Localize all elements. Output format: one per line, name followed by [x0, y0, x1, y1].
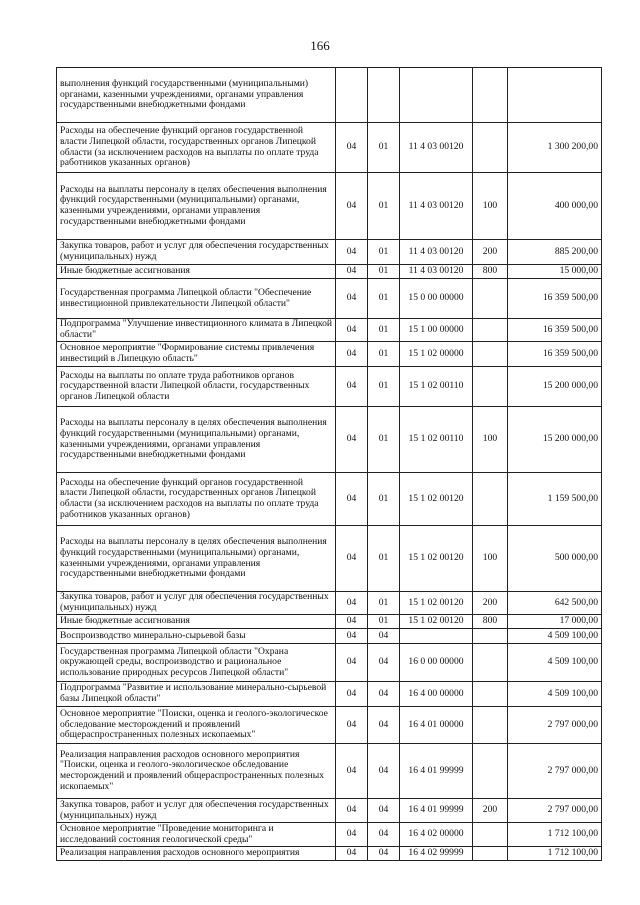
amount-cell: 1 159 500,00	[508, 473, 602, 526]
amount-cell: 15 000,00	[508, 265, 602, 279]
target-article-cell: 16 4 00 00000	[400, 682, 473, 707]
subsection-code-cell: 01	[368, 615, 400, 629]
table-row	[57, 173, 602, 240]
target-article-cell: 11 4 03 00120	[400, 173, 473, 240]
expense-type-cell	[473, 847, 508, 861]
expense-type-cell	[473, 473, 508, 526]
expense-type-cell	[473, 682, 508, 707]
section-code-cell: 04	[336, 367, 368, 407]
item-name-cell: Расходы на выплаты персоналу в целях обеспечения выполнения функций государственными (муниципальными) органами, казенными учреждениями, органами управления государственными внебюджетными фондами	[57, 173, 336, 240]
amount-cell: 16 359 500,00	[508, 319, 602, 342]
amount-cell: 1 712 100,00	[508, 847, 602, 861]
section-code-cell: 04	[336, 342, 368, 367]
expense-type-cell	[473, 644, 508, 682]
amount-cell	[508, 68, 602, 123]
section-code-cell: 04	[336, 319, 368, 342]
subsection-code-cell: 01	[368, 123, 400, 173]
page-number: 166	[310, 38, 330, 53]
target-article-cell: 15 1 02 00110	[400, 367, 473, 407]
target-article-cell: 16 4 02 00000	[400, 823, 473, 847]
subsection-code-cell: 04	[368, 629, 400, 644]
subsection-code-cell: 01	[368, 173, 400, 240]
item-name-cell: Основное мероприятие "Проведение мониторинга и исследований состояния геологической среды"	[57, 823, 336, 847]
expense-type-cell	[473, 744, 508, 799]
table-row	[57, 682, 602, 707]
expense-type-cell	[473, 123, 508, 173]
section-code-cell: 04	[336, 682, 368, 707]
amount-cell: 1 712 100,00	[508, 823, 602, 847]
item-name-cell: Закупка товаров, работ и услуг для обеспечения государственных (муниципальных) нужд	[57, 592, 336, 615]
section-code-cell: 04	[336, 526, 368, 592]
subsection-code-cell: 01	[368, 367, 400, 407]
target-article-cell: 15 1 02 00120	[400, 615, 473, 629]
amount-cell: 4 509 100,00	[508, 682, 602, 707]
amount-cell: 1 300 200,00	[508, 123, 602, 173]
amount-cell: 4 509 100,00	[508, 644, 602, 682]
amount-cell: 2 797 000,00	[508, 744, 602, 799]
table-row	[57, 629, 602, 644]
table-row	[57, 823, 602, 847]
expense-type-cell	[473, 367, 508, 407]
target-article-cell: 16 4 01 00000	[400, 707, 473, 744]
subsection-code-cell: 04	[368, 799, 400, 823]
subsection-code-cell: 01	[368, 407, 400, 473]
target-article-cell: 16 4 01 99999	[400, 744, 473, 799]
item-name-cell: Иные бюджетные ассигнования	[57, 265, 336, 279]
table-row	[57, 367, 602, 407]
target-article-cell	[400, 68, 473, 123]
subsection-code-cell: 04	[368, 823, 400, 847]
target-article-cell: 11 4 03 00120	[400, 240, 473, 265]
item-name-cell: Расходы на выплаты по оплате труда работников органов государственной власти Липецкой области, государственных органов Липецкой области	[57, 367, 336, 407]
section-code-cell: 04	[336, 707, 368, 744]
item-name-cell: Основное мероприятие "Поиски, оценка и геолого-экологическое обследование месторождений и проявлений общераспространенных полезных ископаемых"	[57, 707, 336, 744]
expense-type-cell	[473, 342, 508, 367]
amount-cell: 500 000,00	[508, 526, 602, 592]
budget-table	[56, 67, 602, 861]
section-code-cell: 04	[336, 240, 368, 265]
subsection-code-cell	[368, 68, 400, 123]
item-name-cell: Воспроизводство минерально-сырьевой базы	[57, 629, 336, 644]
expense-type-cell	[473, 823, 508, 847]
table-row	[57, 592, 602, 615]
expense-type-cell: 100	[473, 526, 508, 592]
subsection-code-cell: 04	[368, 744, 400, 799]
section-code-cell: 04	[336, 644, 368, 682]
expense-type-cell: 200	[473, 240, 508, 265]
section-code-cell: 04	[336, 615, 368, 629]
item-name-cell: Расходы на обеспечение функций органов государственной власти Липецкой области, государственных органов Липецкой области (за исключением расходов на выплаты по оплате труда работников указанных органов)	[57, 473, 336, 526]
section-code-cell: 04	[336, 629, 368, 644]
item-name-cell: Закупка товаров, работ и услуг для обеспечения государственных (муниципальных) нужд	[57, 240, 336, 265]
item-name-cell: Основное мероприятие "Формирование системы привлечения инвестиций в Липецкую область"	[57, 342, 336, 367]
target-article-cell: 15 1 02 00120	[400, 592, 473, 615]
section-code-cell: 04	[336, 265, 368, 279]
table-row	[57, 407, 602, 473]
expense-type-cell: 800	[473, 265, 508, 279]
table-row	[57, 319, 602, 342]
subsection-code-cell: 01	[368, 265, 400, 279]
section-code-cell: 04	[336, 823, 368, 847]
budget-table-body	[57, 68, 602, 861]
amount-cell: 2 797 000,00	[508, 799, 602, 823]
subsection-code-cell: 01	[368, 342, 400, 367]
target-article-cell: 15 1 02 00120	[400, 526, 473, 592]
section-code-cell: 04	[336, 744, 368, 799]
section-code-cell	[336, 68, 368, 123]
table-row	[57, 744, 602, 799]
subsection-code-cell: 04	[368, 707, 400, 744]
expense-type-cell: 200	[473, 592, 508, 615]
subsection-code-cell: 04	[368, 682, 400, 707]
item-name-cell: Реализация направления расходов основного мероприятия "Поиски, оценка и геолого-экологическое обследование месторождений и проявлений общераспространенных полезных ископаемых"	[57, 744, 336, 799]
target-article-cell: 15 0 00 00000	[400, 279, 473, 319]
table-row	[57, 615, 602, 629]
target-article-cell: 16 4 01 99999	[400, 799, 473, 823]
subsection-code-cell: 01	[368, 526, 400, 592]
item-name-cell: Реализация направления расходов основного мероприятия	[57, 847, 336, 861]
expense-type-cell: 200	[473, 799, 508, 823]
subsection-code-cell: 01	[368, 473, 400, 526]
subsection-code-cell: 04	[368, 644, 400, 682]
item-name-cell: Закупка товаров, работ и услуг для обеспечения государственных (муниципальных) нужд	[57, 799, 336, 823]
item-name-cell: Подпрограмма "Развитие и использование минерально-сырьевой базы Липецкой области"	[57, 682, 336, 707]
expense-type-cell: 100	[473, 173, 508, 240]
amount-cell: 16 359 500,00	[508, 279, 602, 319]
section-code-cell: 04	[336, 799, 368, 823]
section-code-cell: 04	[336, 407, 368, 473]
item-name-cell: Подпрограмма "Улучшение инвестиционного климата в Липецкой области"	[57, 319, 336, 342]
table-row	[57, 799, 602, 823]
target-article-cell: 15 1 02 00110	[400, 407, 473, 473]
expense-type-cell	[473, 68, 508, 123]
target-article-cell: 15 1 02 00120	[400, 473, 473, 526]
section-code-cell: 04	[336, 847, 368, 861]
table-row	[57, 847, 602, 861]
amount-cell: 15 200 000,00	[508, 407, 602, 473]
expense-type-cell	[473, 279, 508, 319]
item-name-cell: Расходы на выплаты персоналу в целях обеспечения выполнения функций государственными (муниципальными) органами, казенными учреждениями, органами управления государственными внебюджетными фондами	[57, 407, 336, 473]
target-article-cell: 15 1 02 00000	[400, 342, 473, 367]
expense-type-cell	[473, 319, 508, 342]
amount-cell: 400 000,00	[508, 173, 602, 240]
item-name-cell: Государственная программа Липецкой области "Обеспечение инвестиционной привлекательности Липецкой области"	[57, 279, 336, 319]
subsection-code-cell: 04	[368, 847, 400, 861]
table-row	[57, 707, 602, 744]
target-article-cell: 11 4 03 00120	[400, 123, 473, 173]
subsection-code-cell: 01	[368, 319, 400, 342]
table-row	[57, 342, 602, 367]
item-name-cell: Расходы на выплаты персоналу в целях обеспечения выполнения функций государственными (муниципальными) органами, казенными учреждениями, органами управления государственными внебюджетными фондами	[57, 526, 336, 592]
table-row	[57, 279, 602, 319]
amount-cell: 15 200 000,00	[508, 367, 602, 407]
item-name-cell: Расходы на обеспечение функций органов государственной власти Липецкой области, государственных органов Липецкой области (за исключением расходов на выплаты по оплате труда работников указанных органов)	[57, 123, 336, 173]
table-row	[57, 644, 602, 682]
amount-cell: 16 359 500,00	[508, 342, 602, 367]
expense-type-cell: 100	[473, 407, 508, 473]
target-article-cell: 15 1 00 00000	[400, 319, 473, 342]
table-row	[57, 123, 602, 173]
expense-type-cell	[473, 707, 508, 744]
expense-type-cell: 800	[473, 615, 508, 629]
amount-cell: 885 200,00	[508, 240, 602, 265]
table-row	[57, 526, 602, 592]
expense-type-cell	[473, 629, 508, 644]
table-row	[57, 68, 602, 123]
section-code-cell: 04	[336, 173, 368, 240]
subsection-code-cell: 01	[368, 592, 400, 615]
target-article-cell: 16 4 02 99999	[400, 847, 473, 861]
table-row	[57, 240, 602, 265]
amount-cell: 2 797 000,00	[508, 707, 602, 744]
subsection-code-cell: 01	[368, 279, 400, 319]
table-row	[57, 265, 602, 279]
target-article-cell: 16 0 00 00000	[400, 644, 473, 682]
amount-cell: 4 509 100,00	[508, 629, 602, 644]
section-code-cell: 04	[336, 279, 368, 319]
item-name-cell: Государственная программа Липецкой области "Охрана окружающей среды, воспроизводство и рациональное использование природных ресурсов Липецкой области"	[57, 644, 336, 682]
section-code-cell: 04	[336, 473, 368, 526]
amount-cell: 642 500,00	[508, 592, 602, 615]
target-article-cell	[400, 629, 473, 644]
item-name-cell: выполнения функций государственными (муниципальными) органами, казенными учреждениями, органами управления государственными внебюджетными фондами	[57, 68, 336, 123]
section-code-cell: 04	[336, 592, 368, 615]
table-row	[57, 473, 602, 526]
subsection-code-cell: 01	[368, 240, 400, 265]
item-name-cell: Иные бюджетные ассигнования	[57, 615, 336, 629]
target-article-cell: 11 4 03 00120	[400, 265, 473, 279]
amount-cell: 17 000,00	[508, 615, 602, 629]
section-code-cell: 04	[336, 123, 368, 173]
